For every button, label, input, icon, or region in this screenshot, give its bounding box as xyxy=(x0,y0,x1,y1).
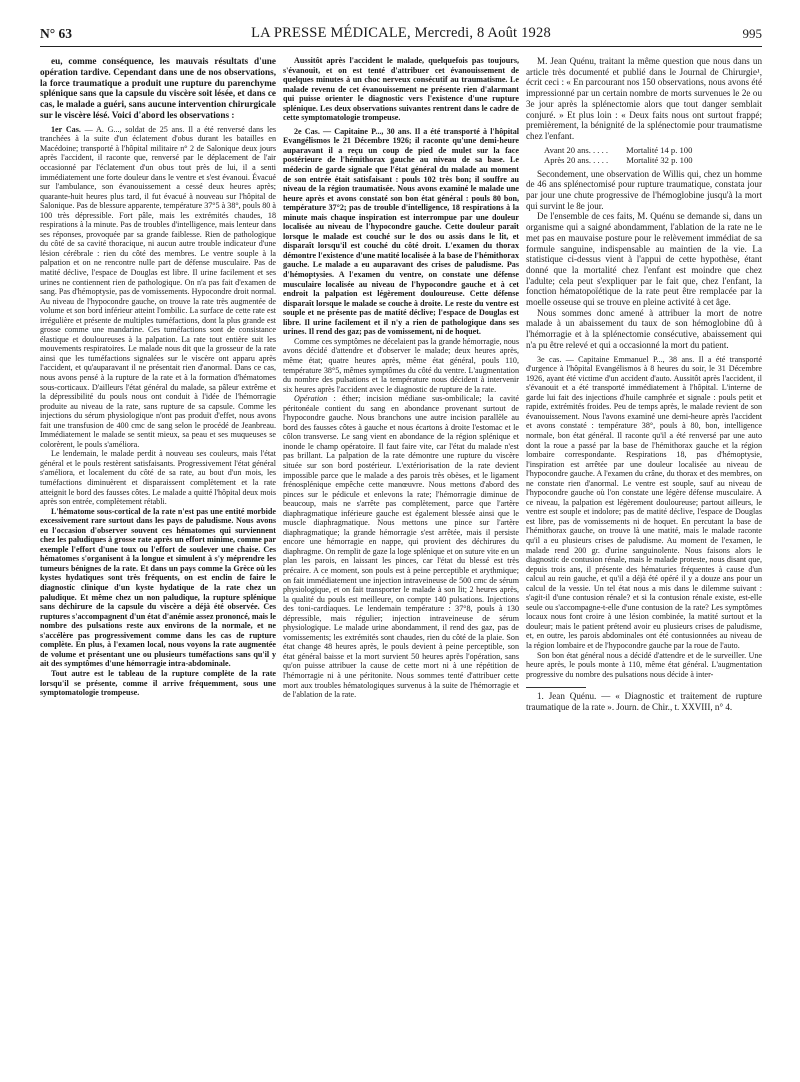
paragraph: Nous sommes donc amené à attribuer la mort de notre malade à un abaissement du taux de son hémoglobine dû à l'hémorragie et à la splénectomie consécutive, abaissement qui n'a pu être relevé et qui a occasionné la mort du patient. xyxy=(526,307,762,350)
paragraph: L'hématome sous-cortical de la rate n'est pas une entité morbide excessivement rare surtout dans les pays de paludisme. Nous avons eu l'occasion d'observer souvent ces hématomes qui surviennent chez les paludiques à grosse rate après un effort minime, comme par exemple l'effort d'une toux ou l'effort de soulever une chaise. Ces hématomes s'organisent à la longue et simulent à s'y méprendre les tumeurs bénignes de la rate. Et dans un pays comme la Grèce où les kystes hydatiques sont très fréquents, on est enclin de faire le diagnostic clinique d'un kyste hydatique de la rate chez un paludique. Et même chez un non paludique, la rupture splénique sans déchirure de la capsule du viscère a déjà été observée. Ces ruptures s'accompagnent d'un état d'anémie assez prononcé, mais le nombre des pulsations reste aux environs de la normale, et ne s'accélère pas progressivement comme dans les cas de rupture complète. En plus, à l'examen local, nous voyons la rate augmentée de volume et présentant une ou plusieurs tuméfactions sans qu'il y ait des symptômes d'une hémorragie intra-abdominale. xyxy=(40,506,276,669)
column-1 xyxy=(40,56,276,1072)
paragraph: Le lendemain, le malade perdit à nouveau ses couleurs, mais l'état général et le pouls restèrent satisfaisants. Progressivement l'état général s'améliora, et localement du côté de sa rate, au bout d'un mois, les tuméfactions diminuèrent et disparaissent complètement et la rate atteignit le bord des fausses côtes. Le malade a quitté l'hôpital deux mois après son entrée, complètement rétabli. xyxy=(40,449,276,507)
journal-title: LA PRESSE MÉDICALE, Mercredi, 8 Août 1928 xyxy=(251,25,551,41)
page-number: 995 xyxy=(742,26,762,41)
paragraph: Comme ces symptômes ne décelaient pas la grande hémorragie, nous avons décidé d'attendre et d'observer le malade; deux heures après, même état; quatre heures après, même état général, pouls 110, température 38°5, mêmes symptômes du côté du ventre. L'augmentation du nombre des pulsations et la température nous décident à intervenir six heures après l'accident avec le diagnostic de rupture de la rate. xyxy=(283,336,519,394)
footnote-divider xyxy=(526,687,586,688)
paragraph: Son bon état général nous a décidé d'attendre et de le surveiller. Une heure après, le pouls monte à 110, même état général. L'augmentation progressive du nombre des pulsations nous décide à inter- xyxy=(526,650,762,679)
case-1 xyxy=(40,125,276,450)
case-1-text: — A. G..., soldat de 25 ans. Il a été renversé dans les tranchées à la suite d'un éclatement d'obus durant les batailles en Macédoine; transporté à l'hôpital militaire n° 2 de Salonique deux jours après l'accident, il raconte que, renversé par le déplacement de l'air occasionné par l'éclatement d'un obus tout près de lui, il a senti immédiatement une forte douleur dans le ventre et s'est évanoui. Évacué sur l'ambulance, son évanouissement a cessé deux heures après; quarante-huit heures plus tard, il fut évacué à nouveau sur l'hôpital de Salonique. Pas de blessure apparente, température 37°5 à 38°, pouls 80 à 100 très dépressible. Fort pâle, mais les extrémités chaudes, 18 respirations à la minute. Pas de troubles d'intelligence, mais lenteur dans ses réponses, provoquée par sa grande faiblesse. Rien de pathologique du côté de sa cavité thoracique, ni aucun autre trouble indicateur d'une lésion cérébrale : rien du côté des membres. Le ventre souple à la palpation et on ne rencontre nulle part de défense musculaire. Pas de matité déclive, l'espace de Douglas est libre. Il urine facilement et ses urines ne contiennent rien de pathologique. On n'a pas fait d'examen de sang. Pas d'hémoptysie, pas de vomissements. Hypocondre droit normal. Au niveau de l'hypocondre gauche, on trouve la rate très augmentée de volume et son bord inférieur atteint l'ombilic. La surface de cette rate est irrégulière et présente de multiples tuméfactions, dont la plus grande est grosse comme une mandarine. Ces tuméfactions sont de consistance élastique et douloureuses à la palpation. La rate tout entière suit les mouvements respiratoires. Le malade nous dit que la grosseur de la rate ainsi que les tuméfactions signalées sur le viscère ont apparu après l'accident, et qu'auparavant il ne présentait rien d'anormal. Dans ce cas, nous avons pensé à la rupture de la rate et à la formation d'hématomes sous-corticaux. D'ailleurs l'état général du malade, sa pâleur extrême et la dépressibilité du pouls nous ont conduit à l'idée de l'hémorragie produite au niveau de la rate, sans rupture de sa capsule. Comme les injections du sérum physiologique n'ont pas produit d'effet, nous avons fait une transfusion de 400 cmc de sang selon le procédé de Jeanbreau. Immédiatement le malade se sentit mieux, sa peau et ses muqueuses se colorèrent, le pouls s'améliora. xyxy=(40,124,276,449)
paragraph: M. Jean Quénu, traitant la même question que nous dans un article très documenté et publié dans le Journal de Chirurgie¹, écrit ceci : « En parcourant nos 150 observations, nous avons été impressionné par un certain nombre de morts survenues le 2e ou 3e jour après la splénectomie alors que tout danger semblait conjuré. » Et plus loin : « Deux faits nous ont surtout frappé; premièrement, la bénignité de la splénectomie pour traumatisme chez l'enfant. xyxy=(526,56,762,141)
operation-label: Opération xyxy=(294,394,328,404)
column-2 xyxy=(283,56,519,1072)
operation-text: : éther; incision médiane sus-ombilicale; la cavité péritonéale contient du sang en abondance provenant surtout de l'hypocondre gauche. Nous branchons une autre incision parallèle au bord des fausses côtes à gauche et nous écartons à droite l'estomac et le côlon transverse. Le sang vient en abondance de la région splénique et inonde le champ opératoire. Il faut faire vite, car l'état du malade n'est pas brillant. La palpation de la rate démontre une rupture du viscère située sur son bord postérieur. L'extériorisation de la rate devient impossible parce que le malade a des parois très obèses, et le ligament frénosplénique empêche cette manœuvre. Nous mettons d'abord des pinces sur le pédicule et enlevons la rate; l'hémorragie diminue de beaucoup, mais ne s'arrête pas complètement, parce que l'artère diaphragmatique inférieure gauche est également blessée ainsi que le muscle diaphragmatique. Nous mettons une pince sur l'artère diaphragmatique; la grande hémorragie s'est arrêtée, mais il persiste encore une hémorragie en nappe, qui provient des déchirures du diaphragme. On remplit de gaze la loge splénique et on suture vite en un plan les parois, en laissant les pinces, car l'état du blessé est très précaire. A ce moment, son pouls est à peine perceptible et arythmique; on fait immédiatement une injection intraveineuse de 500 cmc de sérum physiologique, et on fait transporter le malade à son lit; 2 heures après, la qualité du pouls est meilleure, on compte 140 pulsations. Injections des toni-cardiaques. Le lendemain température : 37°8, pouls à 130 dépressible, mais régulier; injection intraveineuse de sérum physiologique. Le malade urine abondamment, il rend des gaz, pas de vomissements; les extrémités sont chaudes, rien du côté de la plaie. Son état change 48 heures après, le pouls devient à peine perceptible, son état général baisse et la mort survient 50 heures après l'opération, sans qu'on puisse attribuer la cause de cette mort ni à une répétition de l'hémorragie ni à une péritonite. Nous sommes tenté d'attribuer cette mort aux troubles hématologiques survenus à la suite de l'hémorragie et de l'ablation de la rate. xyxy=(283,394,519,700)
case-2-heading: 2e Cas. xyxy=(294,126,320,136)
case-3 xyxy=(526,355,762,651)
page-header xyxy=(40,22,762,47)
operation-paragraph xyxy=(283,394,519,700)
paragraph: De l'ensemble de ces faits, M. Quénu se demande si, dans un organisme qui a saigné abondamment, l'ablation de la rate ne le met pas en mauvaise posture pour le relèvement immédiat de sa formule sanguine, indispensable au maintien de la vie. La statistique ci-dessus vient à l'appui de cette hypothèse, étant donné que la mortalité chez l'enfant est moindre que chez l'adulte; cela peut s'expliquer par le fait que, chez l'enfant, la fonction hématopoïétique de la rate peut être remplacée par la moelle osseuse qui se trouve en pleine activité à cet âge. xyxy=(526,211,762,308)
paragraph: Aussitôt après l'accident le malade, quelquefois pas toujours, s'évanouit, et on est tenté d'attribuer cet évanouissement de quelques minutes à un choc nerveux consécutif au traumatisme. Le malade revenu de cet évanouissement ne présente rien d'alarmant qui puisse orienter le diagnostic vers l'existence d'une rupture splénique. Les deux observations suivantes rentrent dans le cadre de cette symptomatologie trompeuse. xyxy=(283,56,519,123)
paragraph: Secondement, une observation de Willis qui, chez un homme de 46 ans splénectomisé pour rupture traumatique, constata jour par jour une chute progressive de l'hémoglobine jusqu'à la mort qui survint le 8e jour. xyxy=(526,168,762,211)
mortality-row: Après 20 ans. . . . . Mortalité 32 p. 100 xyxy=(544,154,693,165)
lead-paragraph: eu, comme conséquence, les mauvais résultats d'une opération tardive. Cependant dans une de nos observations, la force traumatique a produit une rupture du parenchyme splénique sans que la capsule du viscère soit lésée, et dans ce cas, le malade a guéri, sans aucune intervention chirurgicale sur le viscère lésé. Voici d'abord les observations : xyxy=(40,56,276,120)
article-body xyxy=(40,56,762,1072)
mortality-table xyxy=(544,145,762,165)
column-3 xyxy=(526,56,762,1072)
case-1-heading: 1er Cas. xyxy=(51,124,81,134)
case-2 xyxy=(283,127,519,337)
case-3-text: — Capitaine Emmanuel P..., 38 ans. Il a été transporté d'urgence à l'hôpital Evangélismos à 8 heures du soir, le 31 Décembre 1926, ayant été victime d'un accident d'auto. Aussitôt après l'accident, il s'évanouit et a été transporté immédiatement à l'hôpital. L'interne de garde lui fait des injections d'huile camphrée et signale : pouls petit et rapide, extrémités froides. Peu de temps après, le malade revient de son évanouissement. Nous l'avons examiné une demi-heure après l'accident et avons constaté : température 38°, pouls à 80, bon, intelligence normale, bon état général. Il raconte qu'il a été renversé par une auto dont la roue a passé par la base de l'hémithorax gauche et la région lombaire correspondante. Respirations 18, pas d'hémoptysie, l'inspiration est arrêtée par une douleur localisée au niveau de l'hypocondre gauche. A l'examen du crâne, du thorax et des membres, on ne constate rien d'anormal. Le ventre est souple, sauf au niveau de l'hypocondre gauche où l'on constate une légère défense musculaire. A ce niveau, la palpation est légèrement douloureuse; partout ailleurs, le ventre est souple et indolore; pas de matité déclive, l'espace de Douglas est libre, pas de vomissements ni de hoquet. En percutant la base de l'hémithorax gauche, on trouve là une matité, mais le malade raconte qu'il a eu plusieurs crises de paludisme. Au moment de l'examen, le malade rend 200 gr. d'urine sanguinolente. Nous faisons alors le diagnostic de contusion rénale, mais le malade proteste, nous disant que, depuis trois ans, il présente des hématuries fréquentes à cause d'un calcul au rein gauche, et qu'il a déjà été opéré il y a douze ans pour un calcul de la vessie. Un tel état nous a mis dans le dilemme suivant : s'agit-il d'une contusion rénale? et si la contusion rénale existe, est-elle seule ou s'accompagne-t-elle d'une contusion de la rate? Les symptômes locaux nous font croire à une lésion combinée, la matité surtout et la douleur; mais le patient prétend avoir eu plusieurs crises de paludisme, et, en outre, les parois abdominales ont été contusionnées au niveau de la région lombaire et de l'hypocondre gauche par la roue de l'auto. xyxy=(526,354,762,650)
case-3-heading: 3e cas. xyxy=(537,354,562,364)
footnote: 1. Jean Quénu. — « Diagnostic et traitement de rupture traumatique de la rate ». Journ. de Chir., t. XXVIII, n° 4. xyxy=(526,691,762,712)
mortality-row: Avant 20 ans. . . . . Mortalité 14 p. 100 xyxy=(544,144,693,155)
case-2-text: — Capitaine P..., 30 ans. Il a été transporté à l'hôpital Evangélismos le 21 Décembre 1926; il raconte qu'une demi-heure auparavant il a reçu un coup de pied de mulet sur la face postérieure de l'hémithorax gauche au niveau de sa base. Le médecin de garde signale que l'état général du malade au moment de son entrée était satisfaisant : pouls 102 très bon; il souffre au niveau de la région traumatisée. Nous avons examiné le malade une heure après et avons constaté son bon état général : pouls 80 bon, température 37°2; pas de trouble d'intelligence, 18 respirations à la minute mais chaque inspiration est interrompue par une douleur localisée au niveau de l'hypocondre gauche. Cette douleur paraît lorsque le malade est couché sur le dos ou assis dans le lit, et disparaît lorsqu'il est couché du côté droit. L'examen du thorax démontre l'existence d'une matité localisée à la base de l'hémithorax gauche. Le malade a eu auparavant des crises de paludisme. Pas d'hémoptysies. A l'examen du ventre, on constate une défense musculaire localisée au niveau de l'hypocondre gauche et à cet endroit la palpation est légèrement douloureuse. Cette défense disparaît lorsque le malade se couche à droite. Le reste du ventre est souple et ne présente pas de matité déclive; l'espace de Douglas est libre. Il urine facilement et il n'y a rien de pathologique dans ses urines. Il rend des gaz; pas de vomissement, ni de hoquet. xyxy=(283,126,519,337)
issue-number: N° 63 xyxy=(40,26,73,41)
paragraph: Tout autre est le tableau de la rupture complète de la rate lorsqu'il se présente, comme il arrive fréquemment, sous une symptomatologie trompeuse. xyxy=(40,668,276,698)
